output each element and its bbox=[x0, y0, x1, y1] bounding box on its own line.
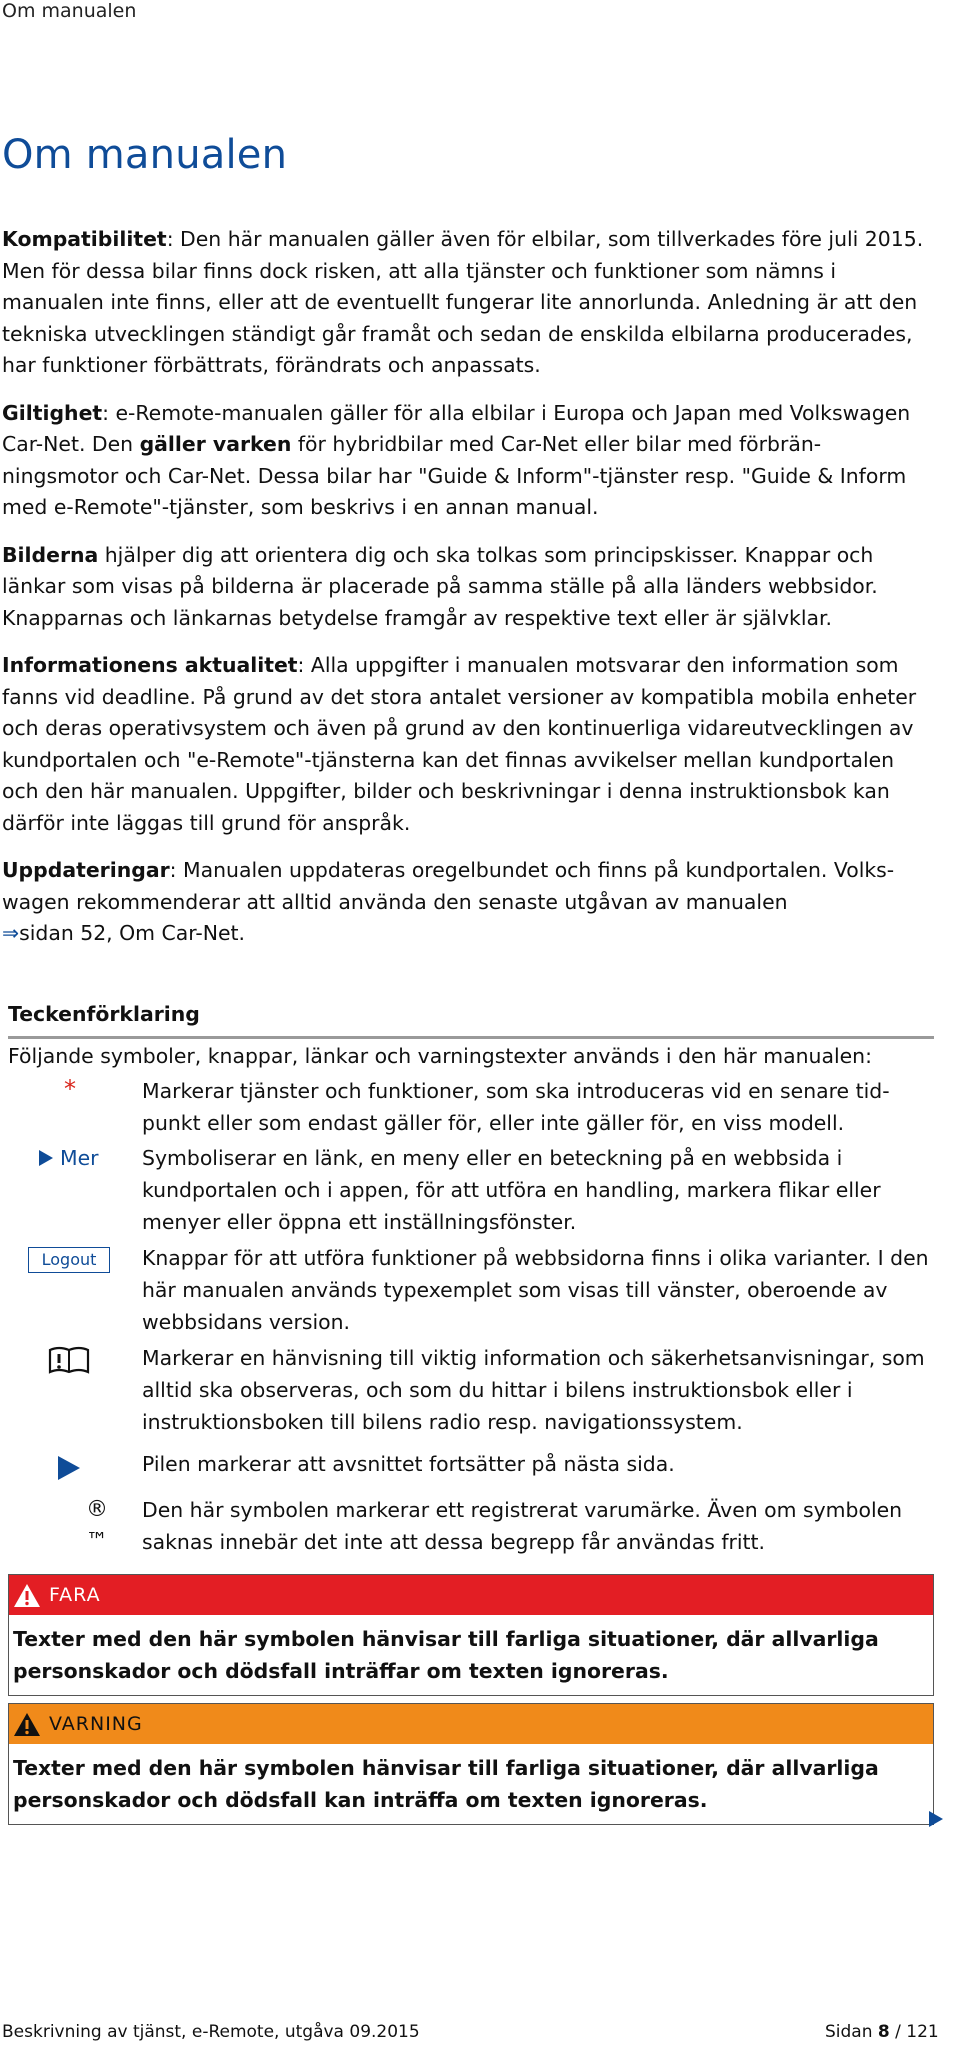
paragraph-label: Bilderna bbox=[2, 542, 99, 567]
legend-description: Den här symbolen markerar ett registrerat varumärke. Även om symbolen saknas innebär det inte att dessa begrepp får användas fritt. bbox=[142, 1498, 903, 1554]
legend-symbol bbox=[24, 1494, 136, 1554]
current-page: 8 bbox=[877, 2022, 890, 2042]
danger-text: Texter med den här symbolen hänvisar till farliga situationer, där allvarliga personskador och dödsfall inträffar om texten ignoreras. bbox=[13, 1627, 879, 1683]
legend-intro: Följande symboler, knappar, länkar och varningstexter används i den här manualen: bbox=[8, 1044, 872, 1068]
warning-triangle-icon bbox=[13, 1712, 41, 1737]
legend-symbol bbox=[24, 1448, 136, 1480]
page-prefix: Sidan bbox=[825, 2022, 878, 2042]
paragraph-emphasis: gäller varken bbox=[139, 432, 292, 456]
paragraph-updates bbox=[2, 855, 927, 950]
page-title: Om manualen bbox=[2, 132, 288, 178]
logout-button[interactable]: Logout bbox=[28, 1247, 110, 1273]
paragraph-label: Kompatibilitet bbox=[2, 227, 167, 251]
legend-symbol bbox=[24, 1242, 136, 1274]
running-header: Om manualen bbox=[2, 0, 137, 22]
footer-document-info: Beskrivning av tjänst, e-Remote, utgåva 09.2015 bbox=[2, 2022, 420, 2042]
legend-title: Teckenförklaring bbox=[8, 1002, 200, 1026]
book-warning-icon bbox=[48, 1346, 90, 1374]
paragraph-images bbox=[2, 540, 927, 635]
paragraph-text: : Alla uppgifter i manualen motsvarar den information som fanns vid deadline. På grund av det stora antalet versioner av kompatibla mobila enheter och deras operativsystem och även på grund av den kontinuerliga vidareutvecklingen av kundportalen och "e-Remote"-tjänsterna kan det finnas avvikelser mellan kundportalen och den här manualen. Uppgifter, bilder och beskrivningar i denna instruktionsbok kan därför inte läggas till grund för anspråk. bbox=[2, 653, 917, 835]
warning-triangle-icon bbox=[13, 1583, 41, 1608]
continue-arrow-icon bbox=[928, 1810, 944, 1828]
warning-text: Texter med den här symbolen hänvisar till farliga situationer, där allvarliga personskador och dödsfall kan inträffa om texten ignoreras. bbox=[13, 1756, 879, 1812]
warning-label: VARNING bbox=[49, 1713, 143, 1735]
legend-description: Markerar tjänster och funktioner, som ska introduceras vid en senare tidpunkt eller som endast gäller för, eller inte gäller för, en viss modell. bbox=[142, 1079, 890, 1135]
play-triangle-icon bbox=[38, 1149, 54, 1167]
page-reference-link[interactable]: sidan 52, Om Car-Net. bbox=[19, 921, 245, 945]
footer-page-number bbox=[825, 2022, 939, 2042]
reference-arrow-icon: ⇒ bbox=[2, 921, 20, 945]
paragraph-compatibility bbox=[2, 224, 927, 382]
continue-arrow-icon bbox=[56, 1454, 82, 1482]
legend-symbol bbox=[24, 1342, 136, 1374]
more-link[interactable] bbox=[38, 1142, 99, 1174]
paragraph-label: Uppdateringar bbox=[2, 858, 170, 882]
legend-description: Pilen markerar att avsnittet fortsätter på nästa sida. bbox=[142, 1452, 675, 1476]
page-total: / 121 bbox=[889, 2022, 939, 2042]
legend-description: Markerar en hänvisning till viktig information och säkerhetsanvisningar, som alltid ska observeras, och som du hittar i bilens instruktionsbok eller i instruktionsboken till bilens radio resp. navigationssystem. bbox=[142, 1346, 925, 1434]
paragraph-label: Informationens aktualitet bbox=[2, 653, 298, 677]
paragraph-text: hjälper dig att orientera dig och ska tolkas som principskisser. Knappar och länkar som visas på bilderna är placerade på samma ställe på alla länders webbsidor. Knapparnas och länkarnas betydelse framgår av respektive text eller är självklar. bbox=[2, 542, 878, 630]
paragraph-validity bbox=[2, 398, 927, 524]
warning-header bbox=[9, 1704, 933, 1744]
legend-symbol bbox=[24, 1142, 136, 1174]
paragraph-text: för hybridbilar med Car-Net eller bilar med förbränningsmotor och Car-Net. Dessa bilar har "Guide & Inform"-tjänster resp. "Guide & Inform med e-Remote"-tjänster, som beskrivs i en annan manual. bbox=[2, 432, 907, 519]
danger-header bbox=[9, 1575, 933, 1615]
danger-label: FARA bbox=[49, 1584, 101, 1606]
paragraph-text: : e-Remote-manualen gäller för alla elbilar i Europa och Japan med Volkswagen Car-Net. Den bbox=[2, 400, 911, 456]
trademark-icon: ® ™ bbox=[86, 1497, 108, 1554]
warning-box bbox=[8, 1703, 934, 1825]
legend-description: Symboliserar en länk, en meny eller en beteckning på en webbsida i kundportalen och i appen, för att utföra en handling, markera flikar eller menyer eller öppna ett inställningsfönster. bbox=[142, 1146, 881, 1234]
asterisk-icon: * bbox=[64, 1075, 76, 1103]
danger-box bbox=[8, 1574, 934, 1696]
paragraph-label: Giltighet bbox=[2, 400, 103, 425]
more-link-label: Mer bbox=[60, 1146, 99, 1170]
body-text bbox=[2, 224, 927, 966]
paragraph-text: : Manualen uppdateras oregelbundet och finns på kundportalen. Volkswagen rekommenderar att alltid använda den senaste utgåvan av manualen bbox=[2, 858, 895, 914]
paragraph-text: : Den här manualen gäller även för elbilar, som tillverkades före juli 2015. Men för dessa bilar finns dock risken, att alla tjänster och funktioner som nämns i manualen inte finns, eller att de eventuellt fungerar lite annorlunda. Anledning är att den tekniska utvecklingen ständigt går framåt och sedan de enskilda elbilarna producerades, har funktioner förbättrats, förändrats och anpassats. bbox=[2, 227, 924, 377]
legend-divider bbox=[8, 1036, 934, 1039]
paragraph-currency bbox=[2, 650, 927, 839]
legend-description: Knappar för att utföra funktioner på webbsidorna finns i olika varianter. I den här manualen används typexemplet som visas till vänster, oberoende av webbsidans version. bbox=[142, 1246, 929, 1334]
legend-symbol bbox=[24, 1075, 136, 1107]
